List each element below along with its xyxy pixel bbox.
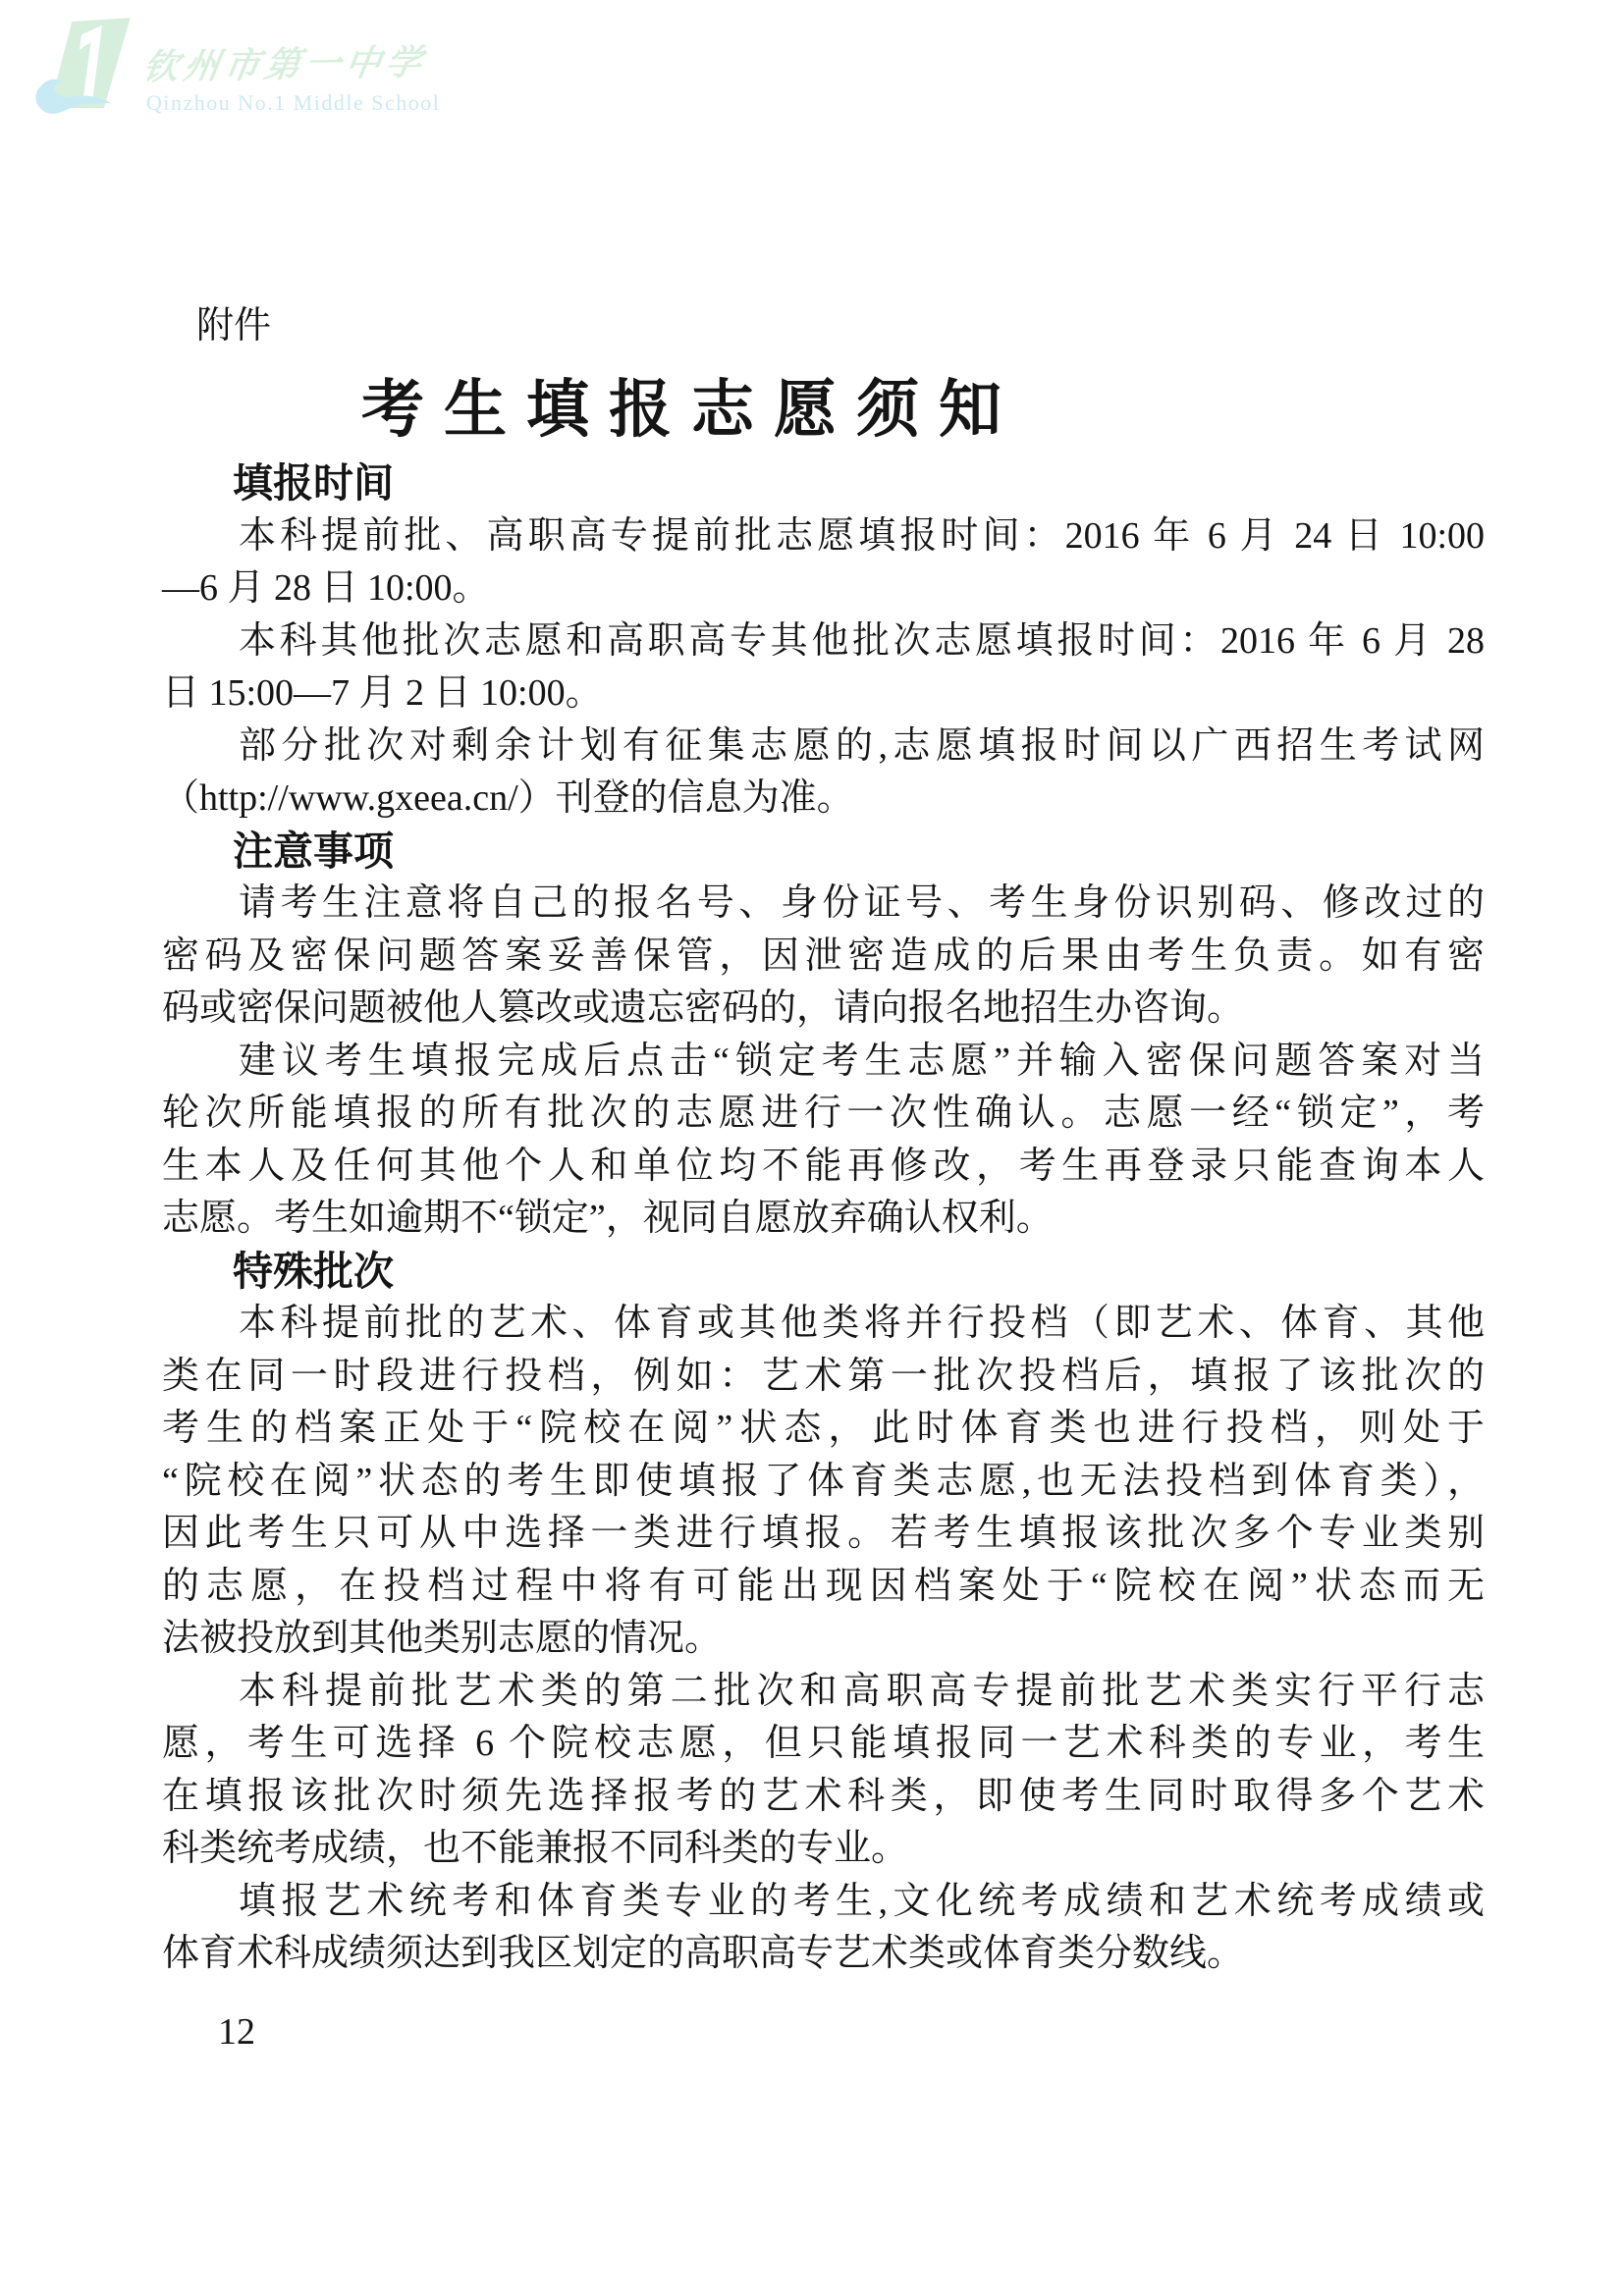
text-line: —6 月 28 日 10:00。	[162, 567, 490, 609]
text-line: 考生的档案正处于“院校在阅”状态，此时体育类也进行投档，则处于	[162, 1408, 1485, 1449]
text-line: 科类统考成绩，也不能兼报不同科类的专业。	[162, 1828, 909, 1869]
text-line: 志愿。考生如逾期不“锁定”，视同自愿放弃确认权利。	[162, 1198, 1054, 1239]
text-line: 法被投放到其他类别志愿的情况。	[162, 1618, 723, 1659]
document-body	[162, 457, 1485, 1981]
text-line: 建议考生填报完成后点击“锁定考生志愿”并输入密保问题答案对当	[239, 1040, 1485, 1082]
school-name-chinese: 钦州市第一中学	[140, 42, 430, 87]
text-line: “院校在阅”状态的考生即使填报了体育类志愿,也无法投档到体育类），	[162, 1460, 1485, 1502]
text-line: 本科提前批的艺术、体育或其他类将并行投档（即艺术、体育、其他	[239, 1303, 1485, 1344]
section-heading-notes: 注意事项	[233, 828, 394, 874]
page-number: 12	[218, 2011, 255, 2053]
text-line: 码或密保问题被他人篡改或遗忘密码的，请向报名地招生办咨询。	[162, 988, 1245, 1029]
school-name-english: Qinzhou No.1 Middle School	[146, 90, 441, 115]
section-heading-filling-time: 填报时间	[233, 460, 394, 506]
school-logo	[34, 12, 447, 120]
document-title: 考生填报志愿须知	[361, 375, 1021, 445]
text-line: 体育术科成绩须达到我区划定的高职高专艺术类或体育类分数线。	[162, 1933, 1245, 1974]
section-heading-special-batches: 特殊批次	[233, 1248, 394, 1294]
text-line: 本科提前批、高职高专提前批志愿填报时间：2016 年 6 月 24 日 10:00	[239, 514, 1485, 557]
text-line: 因此考生只可从中选择一类进行填报。若考生填报该批次多个专业类别	[162, 1513, 1485, 1554]
text-line: 轮次所能填报的所有批次的志愿进行一次性确认。志愿一经“锁定”，考	[162, 1093, 1485, 1134]
text-line: 请考生注意将自己的报名号、身份证号、考生身份识别码、修改过的	[239, 882, 1485, 924]
text-line: 本科提前批艺术类的第二批次和高职高专提前批艺术类实行平行志	[239, 1670, 1485, 1712]
text-line: 愿，考生可选择 6 个院校志愿，但只能填报同一艺术科类的专业，考生	[162, 1723, 1485, 1764]
text-line: （http://www.gxeea.cn/）刊登的信息为准。	[162, 777, 854, 819]
text-line: 在填报该批次时须先选择报考的艺术科类，即使考生同时取得多个艺术	[162, 1775, 1485, 1817]
text-line: 的志愿，在投档过程中将有可能出现因档案处于“院校在阅”状态而无	[162, 1565, 1485, 1607]
attachment-label: 附件	[196, 305, 272, 347]
text-line: 密码及密保问题答案妥善保管，因泄密造成的后果由考生负责。如有密	[162, 934, 1485, 977]
text-line: 部分批次对剩余计划有征集志愿的,志愿填报时间以广西招生考试网	[239, 724, 1485, 767]
logo-mark-icon	[34, 12, 147, 118]
text-line: 类在同一时段进行投档，例如：艺术第一批次投档后，填报了该批次的	[162, 1355, 1485, 1397]
text-line: 本科其他批次志愿和高职高专其他批次志愿填报时间：2016 年 6 月 28	[239, 619, 1485, 662]
text-line: 日 15:00—7 月 2 日 10:00。	[162, 672, 603, 714]
text-line: 填报艺术统考和体育类专业的考生,文化统考成绩和艺术统考成绩或	[239, 1880, 1485, 1922]
text-line: 生本人及任何其他个人和单位均不能再修改，考生再登录只能查询本人	[162, 1145, 1485, 1187]
